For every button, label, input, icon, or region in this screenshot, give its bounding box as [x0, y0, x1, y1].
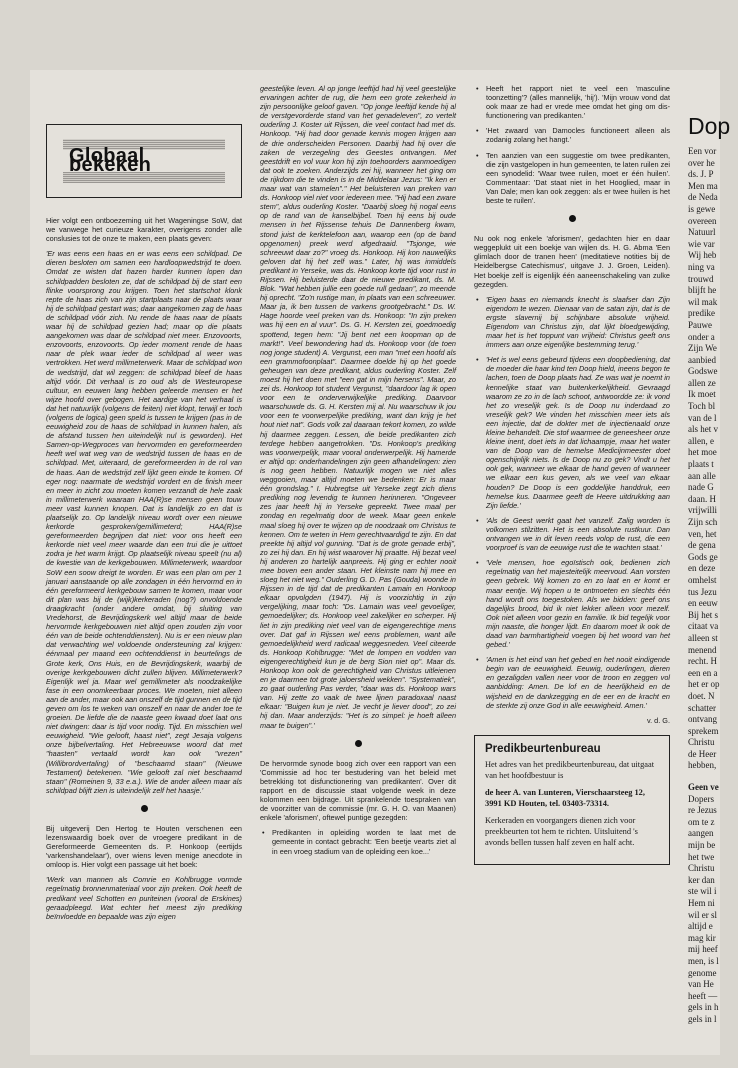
- text-fragment: over he: [688, 157, 715, 168]
- text-fragment: als het v: [688, 424, 718, 435]
- title-box: [46, 124, 242, 198]
- column-2: [260, 84, 456, 1044]
- list-item: • 'Het zwaard van Damocles functioneert alleen als zodanig zolang het hangt.': [486, 126, 670, 144]
- list-item: • Predikanten in opleiding worden te laat met de gemeente in contact gebracht: 'Een beetje vearts ziet al in een vroeg stadium van de opleiding een koe...': [272, 828, 456, 855]
- text-fragment: ning va: [688, 261, 715, 272]
- text-fragment: doet. N: [688, 690, 715, 701]
- text-fragment: aangen: [688, 828, 714, 839]
- text-fragment: ven, het: [688, 528, 717, 539]
- text-fragment: wil er sl: [688, 909, 717, 920]
- text-fragment: het moe: [688, 447, 717, 458]
- column-3: [474, 84, 670, 1044]
- text-fragment: tus Jezu: [688, 586, 717, 597]
- next-page-title: Dop: [688, 113, 731, 139]
- text-fragment: de gena: [688, 540, 716, 551]
- text-fragment: omhelst: [688, 574, 717, 585]
- text-fragment: genome: [688, 967, 717, 978]
- text-fragment: van de l: [688, 412, 717, 423]
- text-fragment: het twe: [688, 851, 715, 862]
- list-item: • Heeft het rapport niet te veel een 'masculine toonzetting'? (alles mannelijk, 'hij'). 'Mijn vrouw vond dat ook maar ze had er vrede mee omdat het ging om dis-functionering van predikanten.': [486, 84, 670, 120]
- text-fragment: predike: [688, 308, 715, 319]
- text-fragment: en deze: [688, 563, 716, 574]
- text-fragment: gels in l: [688, 1013, 717, 1024]
- text-fragment: Christu: [688, 737, 715, 748]
- next-page-lines: [688, 146, 728, 772]
- text-fragment: altijd e: [688, 921, 713, 932]
- predikbeurten-box: [474, 735, 670, 865]
- list-item: • 'Het is wel eens gebeurd tijdens een doopbediening, dat de moeder die haar kind ten Doop hield, ineens begon te lachen, toen de Doop plaats had. Ze was wat je noemt in kennelijke staat van buitenkerkelijkheid. Gevraagd waarom ze zo in de lach schoot, antwoordde ze: ik vond het zo vreselijk gek. Is de Doop nu inderdaad zo vreselijk gek? We vinden het misschien meer iets als een injectie, dat de dokter met de injectienaald onze kleine behandelt. Die stof waarmee de geneesheer onze kleine inent, doet iets in dat lichaampje, maar het water van de Doop van de hemelse Medicijnmeester doet ogenschijnlijk niets. Is de Doop nu zo gek? Vindt u het ook gek, wanneer we elkaar de hand geven of wanneer we elkaar een kus geven, als we veel van elkaar houden? De Doop is een goddelijke handdruk, een hemelse kus. Daarmee geeft de Heere uitdrukking aan Zijn liefde.': [486, 355, 670, 510]
- text-fragment: Ik moet: [688, 389, 716, 400]
- text-fragment: gels in h: [688, 1002, 719, 1013]
- text-fragment: hebben,: [688, 760, 717, 771]
- text-fragment: nade G: [688, 482, 714, 493]
- text-fragment: van He: [688, 979, 714, 990]
- aforismen-list-a: [260, 828, 456, 855]
- intro-paragraph: Hier volgt een ontboezeming uit het Wageningse SoW, dat we vanwege het curieuze karakter, overigens zonder alle conslusies tot de onze te maken, een plaats geven:: [46, 216, 242, 244]
- text-fragment: menend: [688, 644, 717, 655]
- box-line-1: Het adres van het predikbeurtenbureau, dat uitgaat van het hoofdbestuur is: [485, 759, 655, 780]
- separator-dot: [355, 740, 362, 747]
- text-fragment: Men ma: [688, 180, 718, 191]
- text-fragment: Toch bl: [688, 401, 716, 412]
- abma-paragraph: Nu ook nog enkele 'aforismen', gedachten hier en daar weggeplukt uit een boekje van wijlen ds. H. G. Abma 'Een glimlach door de tranen heen' (meditatieve notities bij de Heidelbergse Catechismus', uitgave J. J. Groen, Leiden). Het boekje zelf is eigenlijk één aaneenschakeling van zulke gezegden.: [474, 234, 670, 289]
- text-fragment: Dopers: [688, 793, 714, 804]
- text-fragment: blijft he: [688, 285, 717, 296]
- text-fragment: en eeuw: [688, 598, 718, 609]
- honkoop-intro: Bij uitgeverij Den Hertog te Houten verschenen een lezenswaardig boek over de vroegere predikant in de Gereformeerde Gemeenten ds. P. Honkoop (eertijds 'varkenshandelaar'), over wiens leven menige anecdote in omloop is. Hier volgt een passage uit het boek:: [46, 823, 242, 870]
- text-fragment: wil mak: [688, 296, 718, 307]
- text-fragment: Godswe: [688, 366, 718, 377]
- text-fragment: trouwd: [688, 273, 714, 284]
- text-fragment: vrijwilli: [688, 505, 717, 516]
- text-fragment: de Neda: [688, 192, 718, 203]
- newspaper-page: [30, 70, 731, 1055]
- aforismen-list-a-continued: [474, 84, 670, 205]
- text-fragment: heeft —: [688, 990, 718, 1001]
- text-fragment: citaat va: [688, 621, 719, 632]
- text-fragment: een en a: [688, 667, 718, 678]
- text-fragment: ste wil i: [688, 886, 717, 897]
- list-item: • 'Vele mensen, hoe egoïstisch ook, bedienen zich regelmatig van het majesteitelijk meervoud. Aan vorsten geen gebrek. Wij komen zo en zo laat en er komt er maar eentje. Wij hopen u te ontmoeten en slechts één hand wordt ons toegestoken. Als we bidden: geef ons dagelijks brood, bid ik niet lekker alleen voor mezelf. Ook niet alleen voor gezin en familie. Ik bid tegelijk voor mijn naaste, die honger lijdt. En daarom moet ik ook de daad van barmhartigheid voegen bij het woord van het gebed.': [486, 558, 670, 649]
- text-fragment: ker dan: [688, 874, 715, 885]
- box-title: Predikbeurtenbureau: [485, 742, 601, 755]
- text-fragment: overeen: [688, 215, 717, 226]
- text-fragment: re Jezus: [688, 805, 717, 816]
- box-address: de heer A. van Lunteren, Vierschaarsteeg 12, 3991 KD Houten, tel. 03403-73314.: [485, 787, 645, 808]
- text-fragment: mag kir: [688, 932, 716, 943]
- synode-paragraph: De hervormde synode boog zich over een rapport van een 'Commissie ad hoc ter bestudering van het beleid met betrekking tot disfunctionering van predikanten'. Over dit rapport en de discussie staat volgende week in deze kolommen een bijdrage. Uit sprankelende toespraken van de voorzitter van de commissie (mr. G. H. O. van Maanen) enkele 'aforismen', oftewel puntige gezegden:: [260, 758, 456, 823]
- text-fragment: sprekem: [688, 725, 719, 736]
- text-fragment: aan alle: [688, 470, 716, 481]
- text-fragment: Natuurl: [688, 227, 716, 238]
- separator-dot: [141, 805, 148, 812]
- list-item: • 'Eigen baas en niemands knecht is slaafser dan Zijn eigendom te wezen. Dienaar van de satan zijn, dat is de ergste slavernij bij schijnbare absolute vrijheid. Eigendom van Christus zijn, dat lijkt bloedgewijding, maar het is het toppunt van vrijheid: Christus geeft ons immers aan onze eigenlijke bestemming terug.': [486, 295, 670, 350]
- text-fragment: Gods ge: [688, 551, 718, 562]
- text-fragment: plaats t: [688, 459, 714, 470]
- text-fragment: Een vor: [688, 146, 717, 156]
- text-fragment: wie var: [688, 238, 715, 249]
- text-fragment: mij heef: [688, 944, 718, 955]
- text-fragment: onder a: [688, 331, 715, 342]
- text-fragment: Christu: [688, 863, 715, 874]
- list-item: • 'Als de Geest werkt gaat het vanzelf. Zalig worden is volkomen stilzitten. Het is een absolute rustkuur. Dan ontvangen we in dit leven reeds volop de rust, die een voorproef is van de eeuwige rust die te wachten staat.': [486, 516, 670, 552]
- list-item: • 'Amen is het eind van het gebed en het nooit eindigende begin van de eeuwigheid. Eeuwig, ouderlingen, dieren en gezaligden vallen neer voor de troon en zeggen vol aanbidding: Amen. De lof en de heerlijkheid en de wijsheid en de dankzegging en de eer en de kracht en de sterkte zij onze God in alle eeuwigheid. Amen.': [486, 655, 670, 710]
- text-fragment: de Heer: [688, 748, 717, 759]
- column-4-next-page: [688, 84, 731, 1044]
- text-fragment: ontvang: [688, 714, 717, 725]
- text-fragment: men, is l: [688, 955, 719, 966]
- honkoop-quote-continued: geestelijke leven. Al op jonge leeftijd had hij veel geestelijke ervaringen achter de rug, die hem een grote zekerheid in zijn persoonlijke geloof gaven. "Op jonge leeftijd kende hij al de verstgevorderde stand van het genadeleven", zo vertelt ouderling J. Koster uit Rijssen, die veel contact had met ds. Honkoop. "Hij had door genade kennis mogen krijgen aan de drie onderscheiden Personen. Daarbij had hij over die zaken de verzegeling des Geestes ontvangen. Met geestdrift en vol vuur kon hij zijn toehoorders aanmoedigen dat ook te zoeken. Anderzijds zei hij, wanneer het ging om de rijkdom die te vinden is in de Middelaar Jezus: "Ik ken er maar wat van stamelen"." Het beluisteren van preken van ds. Honkoop viel niet voor iedereen mee. "Hij had een zware stem", aldus ouderling Koster. "Daarbij sloeg hij nogal eens op de rand van de kanselbijbel. Toen hij eens bij oude mensen in het Rijssense tehuis De Dannenberg kwam, stond juist de kerktelefoon aan, waarop een (op de band opgenomen) preek werd afgedraaid. "Tsjonge, wie schreeuwt daar zo?" vroeg ds. Honkoop. Hij kon nauwelijks geloven dat hij het zelf was." Later, hij was inmiddels predikant in Yerseke, was ds. Honkoop korte tijd voor rust in Rijssen. Hij beluisterde daar de nieuwe predikant, ds. M. Blok. "Wat hebben jullie een goede rull gedaan", zo meende hij oprecht. "Zo'n rustige man, in plaats van een schreeuwer. Maar ja, ik ben tussen de varkens grootgebracht." Ds. W. Hage hoorde veel preken van ds. Honkoop: "In zijn preken was hij een en al vuur". Ds. G. H. Kersten zei, goedmoedig spottend, tegen hem: "Jij bent net een koopman op de markt!". Veel bewondering had ds. Honkoop voor (de toen nog jonge student) A. Vergunst, een man "met een hoofd als een grammofoonplaat". Daarmee doelde hij op het goede geheugen van deze predikant, aldus ouderling Koster. Zelf moest hij het doen met "een gat in mijn hersens". Maar, zo zei ds. Honkoop tot student Vergunst, "daardoor lag ik open voor een te onderverwijkelijke prediking. Daarvoor waarschuwde ds. G. H. Kersten mij al. Nu waarschuw ik jou voor een te voorwerpelijke prediking, want dan krijg je het hout niet nat". Gods volk zal daaraan tekort komen, zo wilde hij daarmee zeggen. Lessen, die beide predikanten zich terdege hebben aangetrokken. "Ds. Honkoop's prediking was voorwerpelijk, maar vooral onderwerpelijk. Hij hamerde er altijd op: onderhandelingen zijn geen afhandelingen: zien is nog geen hebben. Natuurlijk mogen we niet alles weggooien, maar altijd moeten we bedenken: Er is maar één grondslag." I. Hubregtse uit Yerseke zegt zich diens prediking nog levendig te kunnen herinneren. "Ongeveer zes jaar heeft hij in Yerseke gepreekt. Twee maal per zondag en regelmatig door de week. Maar geen enkele maal sloeg hij over te wijzen op de noodzaak om Christus te kennen. Om te weten in Hem gerechtvaardigd te zijn. En dat preekte hij altijd vol gunning. "Dat is de grote genade erbij", zo zei hij dan. En hij wist waarover hij praatte. Hij bezat veel hij anderen zo hartelijk aanpreeis. Hij ging er echter nooit mee boven een ander staan. Het kleinste nam hij mee en sloeg het niet weg." Ouderling G. D. Pas (Gouda) woonde in Rijssen in de tijd dat de predikanten Lamain en Honkoop elkaar opvolgden (1947). Hij is voorzichtig in zijn vergelijking, maar toch: "Ds. Lamain was veel gevoeliger, gemoedelijker; ds. Honkoop veel zakelijker en scherper. Hij liet in zijn prediking niet veel van de eigengerechtige mens over. Dat gaf in Rijssen wel eens problemen, want alle gemoedelijkheid werd radicaal weggesneden. Veel citeerde ds. Honkoop Kohlbrugge: "Met de lompen en vodden van eigengerechtigheid kun je de berg Sion niet op". Maar ds. Honkoop kon ook de gerechtigheid van Christus uitleienen en je daarmee tot grote jaloersheid wekken". "Systematiek", zo gaat ouderling Pas verder, "daar was ds. Honkoop wars van. Hij zette zo vaak de twee lijnen paradoxaal naast elkaar: "Buigen kun je niet. Je vecht je liever dood", zo zei hij dan. Maar anderzijds: "Het is zo simpel: je hoeft alleen maar te buigen".': [260, 84, 456, 730]
- list-item: • Ten aanzien van een suggestie om twee predikanten, die zijn vastgelopen in hun gemeenten, te laten ruilen zei een synodelid: 'Waar twee ruilen, moet er één huilen'. Commentaar: 'Dat staat niet in het Hooglied, maar in Van Dale; men kan ook zeggen: als er twee huilen is het beste te ruilen'.: [486, 151, 670, 206]
- text-fragment: schatter: [688, 702, 716, 713]
- text-fragment: allen ze: [688, 377, 716, 388]
- text-fragment: Wij heb: [688, 250, 717, 261]
- column-1: [46, 84, 242, 1044]
- text-fragment: alleen st: [688, 632, 718, 643]
- text-fragment: om te z: [688, 816, 715, 827]
- text-fragment: Bij het s: [688, 609, 719, 620]
- article-title: Globaal bekeken: [63, 150, 225, 172]
- text-fragment: recht. H: [688, 656, 717, 667]
- next-page-lines-2: [688, 794, 728, 1026]
- text-fragment: aanbied: [688, 354, 716, 365]
- separator-dot: [569, 215, 576, 222]
- text-fragment: Pauwe: [688, 319, 712, 330]
- next-page-subhead: Geen ve: [688, 782, 719, 793]
- quote-haas-schildpad: 'Er was eens een haas en er was eens een schildpad. De dieren besloten om samen een hardloopwedstrijd te doen. Omdat ze wisten dat hazen harder kunnen lopen dan schildpadden besloten ze, dat de schildpad bij de start een flinke voorsprong zou krijgen. Toen het startschot klonk repte de haas zich van zijn startplaats naar de plaats waar hij de schildpad gestart was; daar aangekomen zag de haas de schildpad vóór zich. Nu rende de haas naar de plaats waar hij de schildpad gezien had; maar op die plaats aangekomen was daar de schildpad niet meer. Enzovoorts, enzovoorts, enzovoorts. Op ieder moment rende de haas naar de plek waar ieder de schildpad al weer was vertrokken. Het werd millimeterwerk. Maar de schildpad won de wedstrijd, dat wil zeggen: de schildpad bleef de haas altijd vóór. Dit verhaal is zo oud als de Westeuropese cultuur, en eeuwen lang hebben geleerde mensen er het wijze hoofd over gebogen. Het aardige van het verhaal is dat het natuurlijk (volgens de feiten) niet klopt, terwijl er toch (volgens de logica) geen speld is tussen te krijgen (pas in de eeuwigheid zou de haas de schildpad in kunnen halen, als de afstand tussen hen uiteindelijk nul is geworden). Het Samen-op-Wegproces van hervormden en gereformeerden heeft wel wat weg van de wedstrijd tussen de haas en de schildpad. Met, uiteraard, de gereformeerden in de rol van de haas. Aan de wedstrijd zelf lijkt geen einde te komen. Of eger nog: naarmate de wedstrijd vordert en de finish meer en meer in zicht zou moeten komen verzandt de hele zaak in millimeterwerk waaraan HAA(R)se mensen geen touw meer vast kunnen knopen. Dat is landelijk zo en dat is plaatselijk zo. Op landelijk niveau wordt over een nieuwe kerkorde gesproken/gemillimeterd; HAA(R)se gereformeerden begrijpen dat niet: voor ons heeft een kerkorde niet veel meer waarde dan een trui die je uittoet zodra je het warm krijgt. Op plaatselijk niveau speelt (nu al) de kwestie van de kerkgebouwen. Millimeterwerk, waardoor SoW een soow dreigt te worden. Er was een plan om per 1 januari aanstaande op alle zondagen in één hervormd en in één gereformeerd kerkgebouw samen te komen, maar voor dit plan was bij de (wijk)kerkeraden (nog?) onvoldoende draagkracht (onder andere omdat, bij sluiting van Vredehorst, de Bevrijdingskerk wel altijd maar de beide hervormde kerkgebouwen niet altijd open zouden zijn voor één van de beide ochtenddiensten). Nu is er een nieuw plan dat verwachting wel voldoende ondersteuning zal krijgen: éénmaal per maand een ochtenddienst in beurtelings de Grote kerk, Ons Huis, en de Bevrijdingskerk, waarbij de overige kerkgebouwen dicht zullen blijven. Millimeterwerk? Eigenlijk wel ja. Maar wel gemillimeter als noodzakelijke fase in een onomkeerbaar proces. We moeten, niet alleen aan de ander, maar ook aan onszelf de tijd gunnen en de tijd geven om los te weken van onszelf en naar de ander toe te groeien. De liefde die de naaste geen kwaad doet laat ons niet dwingen: daar is tijd voor nodig. Tijd. En misschien wel eeuwigheid. "Wie gelooft, haast niet", zegt Jesaja volgens onze bijbelvertaling. Het Hebreeuwse woord dat met "haasten" vertaald wordt kan ook "vrezen" (Willibrordvertaling) of "beschaamd staan" (Nieuwe Testament) betekenen. "Wie gelooft zal niet beschaamd staan" (Romeinen 9, 33 e.a.). Wie de ander alleen maar als schildpad blijft zien is uiteindelijk zelf het haasje.': [46, 249, 242, 795]
- text-fragment: daan. H: [688, 493, 716, 504]
- text-fragment: het er op: [688, 679, 720, 690]
- honkoop-quote-start: 'Werk van mannen als Comrie en Kohlbrugge vormde regelmatig bronnenmateriaal voor zijn preken. Ook heeft de predikant veel Schotten en puriteinen (vooral de Erskines) geraadpleegd. Wat echter het meest zijn prediking beïnvloedde en bepaalde was zijn eigen: [46, 875, 242, 921]
- text-fragment: Zijn sch: [688, 517, 718, 527]
- text-fragment: is gewe: [688, 203, 716, 214]
- text-fragment: allen, e: [688, 435, 714, 446]
- text-fragment: Zijn We: [688, 343, 717, 354]
- text-fragment: ds. J. P: [688, 169, 714, 180]
- signature: v. d. G.: [647, 715, 670, 725]
- aforismen-list-b: [474, 295, 670, 710]
- text-fragment: mijn be: [688, 840, 716, 851]
- text-fragment: Hem ni: [688, 898, 715, 908]
- box-line-2: Kerkeraden en voorgangers dienen zich voor preekbeurten tot hem te richten. Uitsluitend 's avonds bellen tussen half zeven en half acht.: [485, 815, 638, 847]
